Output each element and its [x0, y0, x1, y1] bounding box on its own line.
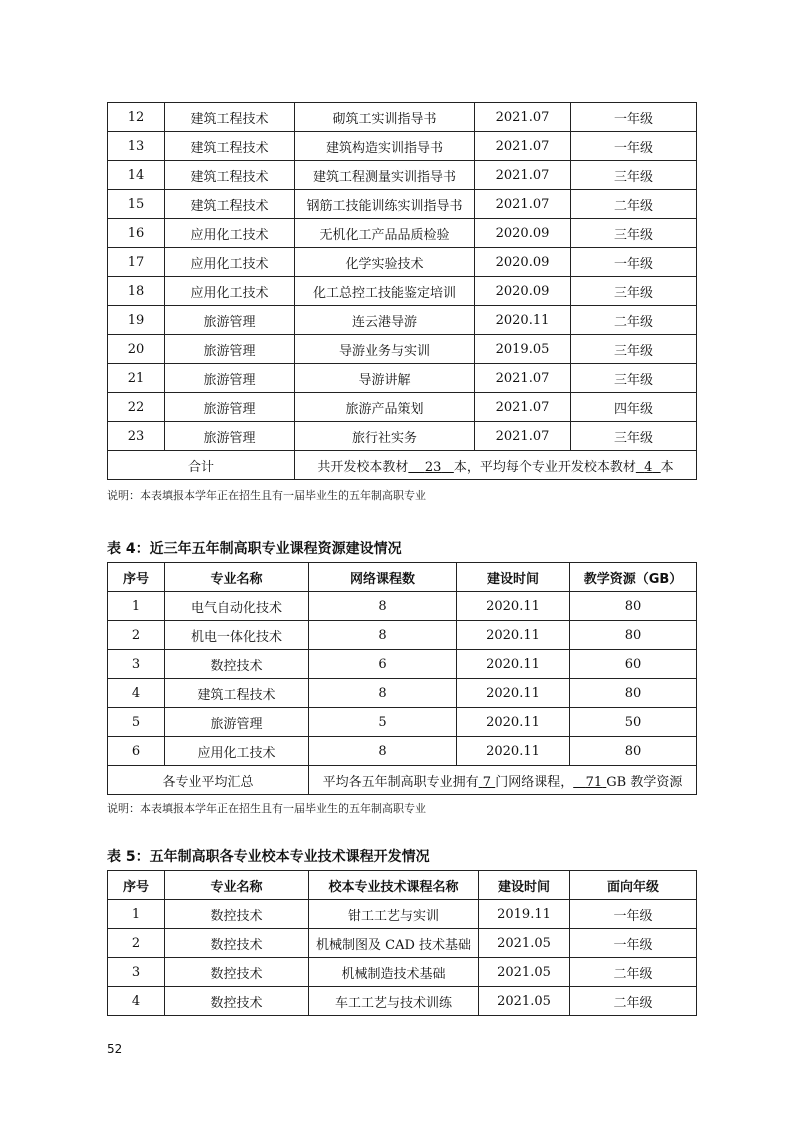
table-cell: 旅游管理 — [165, 335, 295, 364]
table-cell: 旅行社实务 — [295, 422, 475, 451]
table-cell: 2021.07 — [475, 190, 571, 219]
table-cell: 23 — [108, 422, 165, 451]
table-cell: 8 — [309, 737, 457, 766]
summary-label: 各专业平均汇总 — [108, 766, 309, 795]
school-course-table — [107, 870, 697, 1016]
table-cell: 3 — [108, 650, 165, 679]
table-cell: 2020.11 — [457, 737, 570, 766]
table-row — [108, 422, 697, 451]
table-cell: 2021.05 — [479, 987, 570, 1016]
table-cell: 一年级 — [570, 900, 697, 929]
table-cell: 旅游管理 — [165, 708, 309, 737]
table-cell: 数控技术 — [165, 958, 309, 987]
table-cell: 旅游管理 — [165, 306, 295, 335]
table-cell: 三年级 — [571, 335, 697, 364]
column-header: 教学资源（GB） — [570, 563, 697, 592]
table-cell: 80 — [570, 621, 697, 650]
column-header: 面向年级 — [570, 871, 697, 900]
table-row — [108, 737, 697, 766]
column-header: 专业名称 — [165, 871, 309, 900]
table-cell: 导游讲解 — [295, 364, 475, 393]
table-cell: 14 — [108, 161, 165, 190]
table-cell: 一年级 — [571, 132, 697, 161]
table-cell: 机械制造技术基础 — [309, 958, 479, 987]
table-cell: 应用化工技术 — [165, 277, 295, 306]
table-cell: 电气自动化技术 — [165, 592, 309, 621]
table-cell: 8 — [309, 679, 457, 708]
table-cell: 四年级 — [571, 393, 697, 422]
table-cell: 2020.09 — [475, 248, 571, 277]
table-cell: 建筑工程技术 — [165, 679, 309, 708]
table-cell: 1 — [108, 592, 165, 621]
table-cell: 一年级 — [571, 248, 697, 277]
course-resource-table — [107, 562, 697, 795]
table-row — [108, 306, 697, 335]
table-cell: 建筑工程技术 — [165, 190, 295, 219]
summary-text: 平均各五年制高职专业拥有 7 门网络课程， 71 GB 教学资源 — [309, 766, 697, 795]
table-cell: 20 — [108, 335, 165, 364]
column-header: 网络课程数 — [309, 563, 457, 592]
column-header: 建设时间 — [479, 871, 570, 900]
table-cell: 80 — [570, 737, 697, 766]
table-cell: 应用化工技术 — [165, 737, 309, 766]
table-row — [108, 900, 697, 929]
table-cell: 18 — [108, 277, 165, 306]
table-row — [108, 679, 697, 708]
table-cell: 80 — [570, 592, 697, 621]
table-cell: 8 — [309, 621, 457, 650]
table-cell: 2021.07 — [475, 103, 571, 132]
table-cell: 6 — [108, 737, 165, 766]
table-cell: 数控技术 — [165, 929, 309, 958]
table-cell: 建筑工程技术 — [165, 103, 295, 132]
table-header-row — [108, 871, 697, 900]
table-row — [108, 103, 697, 132]
table-cell: 一年级 — [570, 929, 697, 958]
table-cell: 19 — [108, 306, 165, 335]
table-row — [108, 708, 697, 737]
table-cell: 旅游管理 — [165, 422, 295, 451]
table-cell: 60 — [570, 650, 697, 679]
table-cell: 12 — [108, 103, 165, 132]
table-cell: 旅游管理 — [165, 364, 295, 393]
table-cell: 二年级 — [570, 987, 697, 1016]
table-row — [108, 393, 697, 422]
table-cell: 数控技术 — [165, 987, 309, 1016]
table-row — [108, 621, 697, 650]
table-row — [108, 364, 697, 393]
table-cell: 三年级 — [571, 219, 697, 248]
table-cell: 4 — [108, 679, 165, 708]
table-cell: 旅游管理 — [165, 393, 295, 422]
column-header: 校本专业技术课程名称 — [309, 871, 479, 900]
column-header: 序号 — [108, 563, 165, 592]
table-cell: 三年级 — [571, 277, 697, 306]
page-number: 52 — [107, 1042, 123, 1056]
table-cell: 2020.11 — [457, 650, 570, 679]
table-cell: 2021.05 — [479, 958, 570, 987]
table-cell: 钳工工艺与实训 — [309, 900, 479, 929]
column-header: 序号 — [108, 871, 165, 900]
table-cell: 2019.11 — [479, 900, 570, 929]
table-cell: 21 — [108, 364, 165, 393]
table-row — [108, 248, 697, 277]
table-cell: 2020.11 — [457, 679, 570, 708]
table-cell: 5 — [309, 708, 457, 737]
table-cell: 16 — [108, 219, 165, 248]
total-label: 合计 — [108, 451, 295, 480]
table-total-row — [108, 451, 697, 480]
table-row — [108, 161, 697, 190]
table-row — [108, 277, 697, 306]
table-cell: 建筑工程技术 — [165, 161, 295, 190]
table-cell: 2020.11 — [457, 592, 570, 621]
table-cell: 导游业务与实训 — [295, 335, 475, 364]
table-cell: 无机化工产品品质检验 — [295, 219, 475, 248]
table-cell: 建筑工程技术 — [165, 132, 295, 161]
table-cell: 三年级 — [571, 161, 697, 190]
table-row — [108, 958, 697, 987]
table-row — [108, 929, 697, 958]
table-cell: 砌筑工实训指导书 — [295, 103, 475, 132]
table-cell: 机电一体化技术 — [165, 621, 309, 650]
table-cell: 建筑构造实训指导书 — [295, 132, 475, 161]
table-summary-row — [108, 766, 697, 795]
table4-note: 说明：本表填报本学年正在招生且有一届毕业生的五年制高职专业 — [107, 802, 426, 815]
table-cell: 机械制图及 CAD 技术基础 — [309, 929, 479, 958]
table-cell: 应用化工技术 — [165, 219, 295, 248]
table-cell: 17 — [108, 248, 165, 277]
table-header-row — [108, 563, 697, 592]
table-cell: 化学实验技术 — [295, 248, 475, 277]
table-cell: 数控技术 — [165, 650, 309, 679]
table5-caption: 表 5：五年制高职各专业校本专业技术课程开发情况 — [107, 849, 430, 865]
table-cell: 建筑工程测量实训指导书 — [295, 161, 475, 190]
table-cell: 2021.07 — [475, 132, 571, 161]
table-cell: 二年级 — [571, 306, 697, 335]
column-header: 建设时间 — [457, 563, 570, 592]
table-cell: 应用化工技术 — [165, 248, 295, 277]
table-cell: 2 — [108, 929, 165, 958]
table-cell: 1 — [108, 900, 165, 929]
table-cell: 6 — [309, 650, 457, 679]
table-cell: 5 — [108, 708, 165, 737]
table-cell: 化工总控工技能鉴定培训 — [295, 277, 475, 306]
table4-caption: 表 4：近三年五年制高职专业课程资源建设情况 — [107, 541, 402, 557]
table-cell: 22 — [108, 393, 165, 422]
table-cell: 车工工艺与技术训练 — [309, 987, 479, 1016]
table-cell: 旅游产品策划 — [295, 393, 475, 422]
table-cell: 2 — [108, 621, 165, 650]
table-cell: 三年级 — [571, 364, 697, 393]
table-cell: 2021.07 — [475, 364, 571, 393]
table-row — [108, 132, 697, 161]
table-cell: 8 — [309, 592, 457, 621]
table-cell: 2020.11 — [457, 621, 570, 650]
table-cell: 钢筋工技能训练实训指导书 — [295, 190, 475, 219]
table-cell: 连云港导游 — [295, 306, 475, 335]
table-cell: 数控技术 — [165, 900, 309, 929]
table-cell: 2020.11 — [457, 708, 570, 737]
table-row — [108, 650, 697, 679]
table-cell: 50 — [570, 708, 697, 737]
table-cell: 2020.09 — [475, 219, 571, 248]
table3-note: 说明：本表填报本学年正在招生且有一届毕业生的五年制高职专业 — [107, 489, 426, 502]
table-cell: 13 — [108, 132, 165, 161]
table-cell: 一年级 — [571, 103, 697, 132]
table-row — [108, 987, 697, 1016]
table-cell: 2020.11 — [475, 306, 571, 335]
table-cell: 2020.09 — [475, 277, 571, 306]
table-cell: 2021.07 — [475, 422, 571, 451]
table-cell: 4 — [108, 987, 165, 1016]
total-text: 共开发校本教材 23 本，平均每个专业开发校本教材 4 本 — [295, 451, 697, 480]
table-cell: 2019.05 — [475, 335, 571, 364]
table-cell: 2021.07 — [475, 161, 571, 190]
table-row — [108, 190, 697, 219]
textbook-table — [107, 102, 697, 480]
table-row — [108, 335, 697, 364]
table-cell: 2021.07 — [475, 393, 571, 422]
table-cell: 二年级 — [570, 958, 697, 987]
table-cell: 15 — [108, 190, 165, 219]
table-row — [108, 219, 697, 248]
table-row — [108, 592, 697, 621]
table-cell: 3 — [108, 958, 165, 987]
table-cell: 2021.05 — [479, 929, 570, 958]
table-cell: 三年级 — [571, 422, 697, 451]
table-cell: 80 — [570, 679, 697, 708]
column-header: 专业名称 — [165, 563, 309, 592]
table-cell: 二年级 — [571, 190, 697, 219]
